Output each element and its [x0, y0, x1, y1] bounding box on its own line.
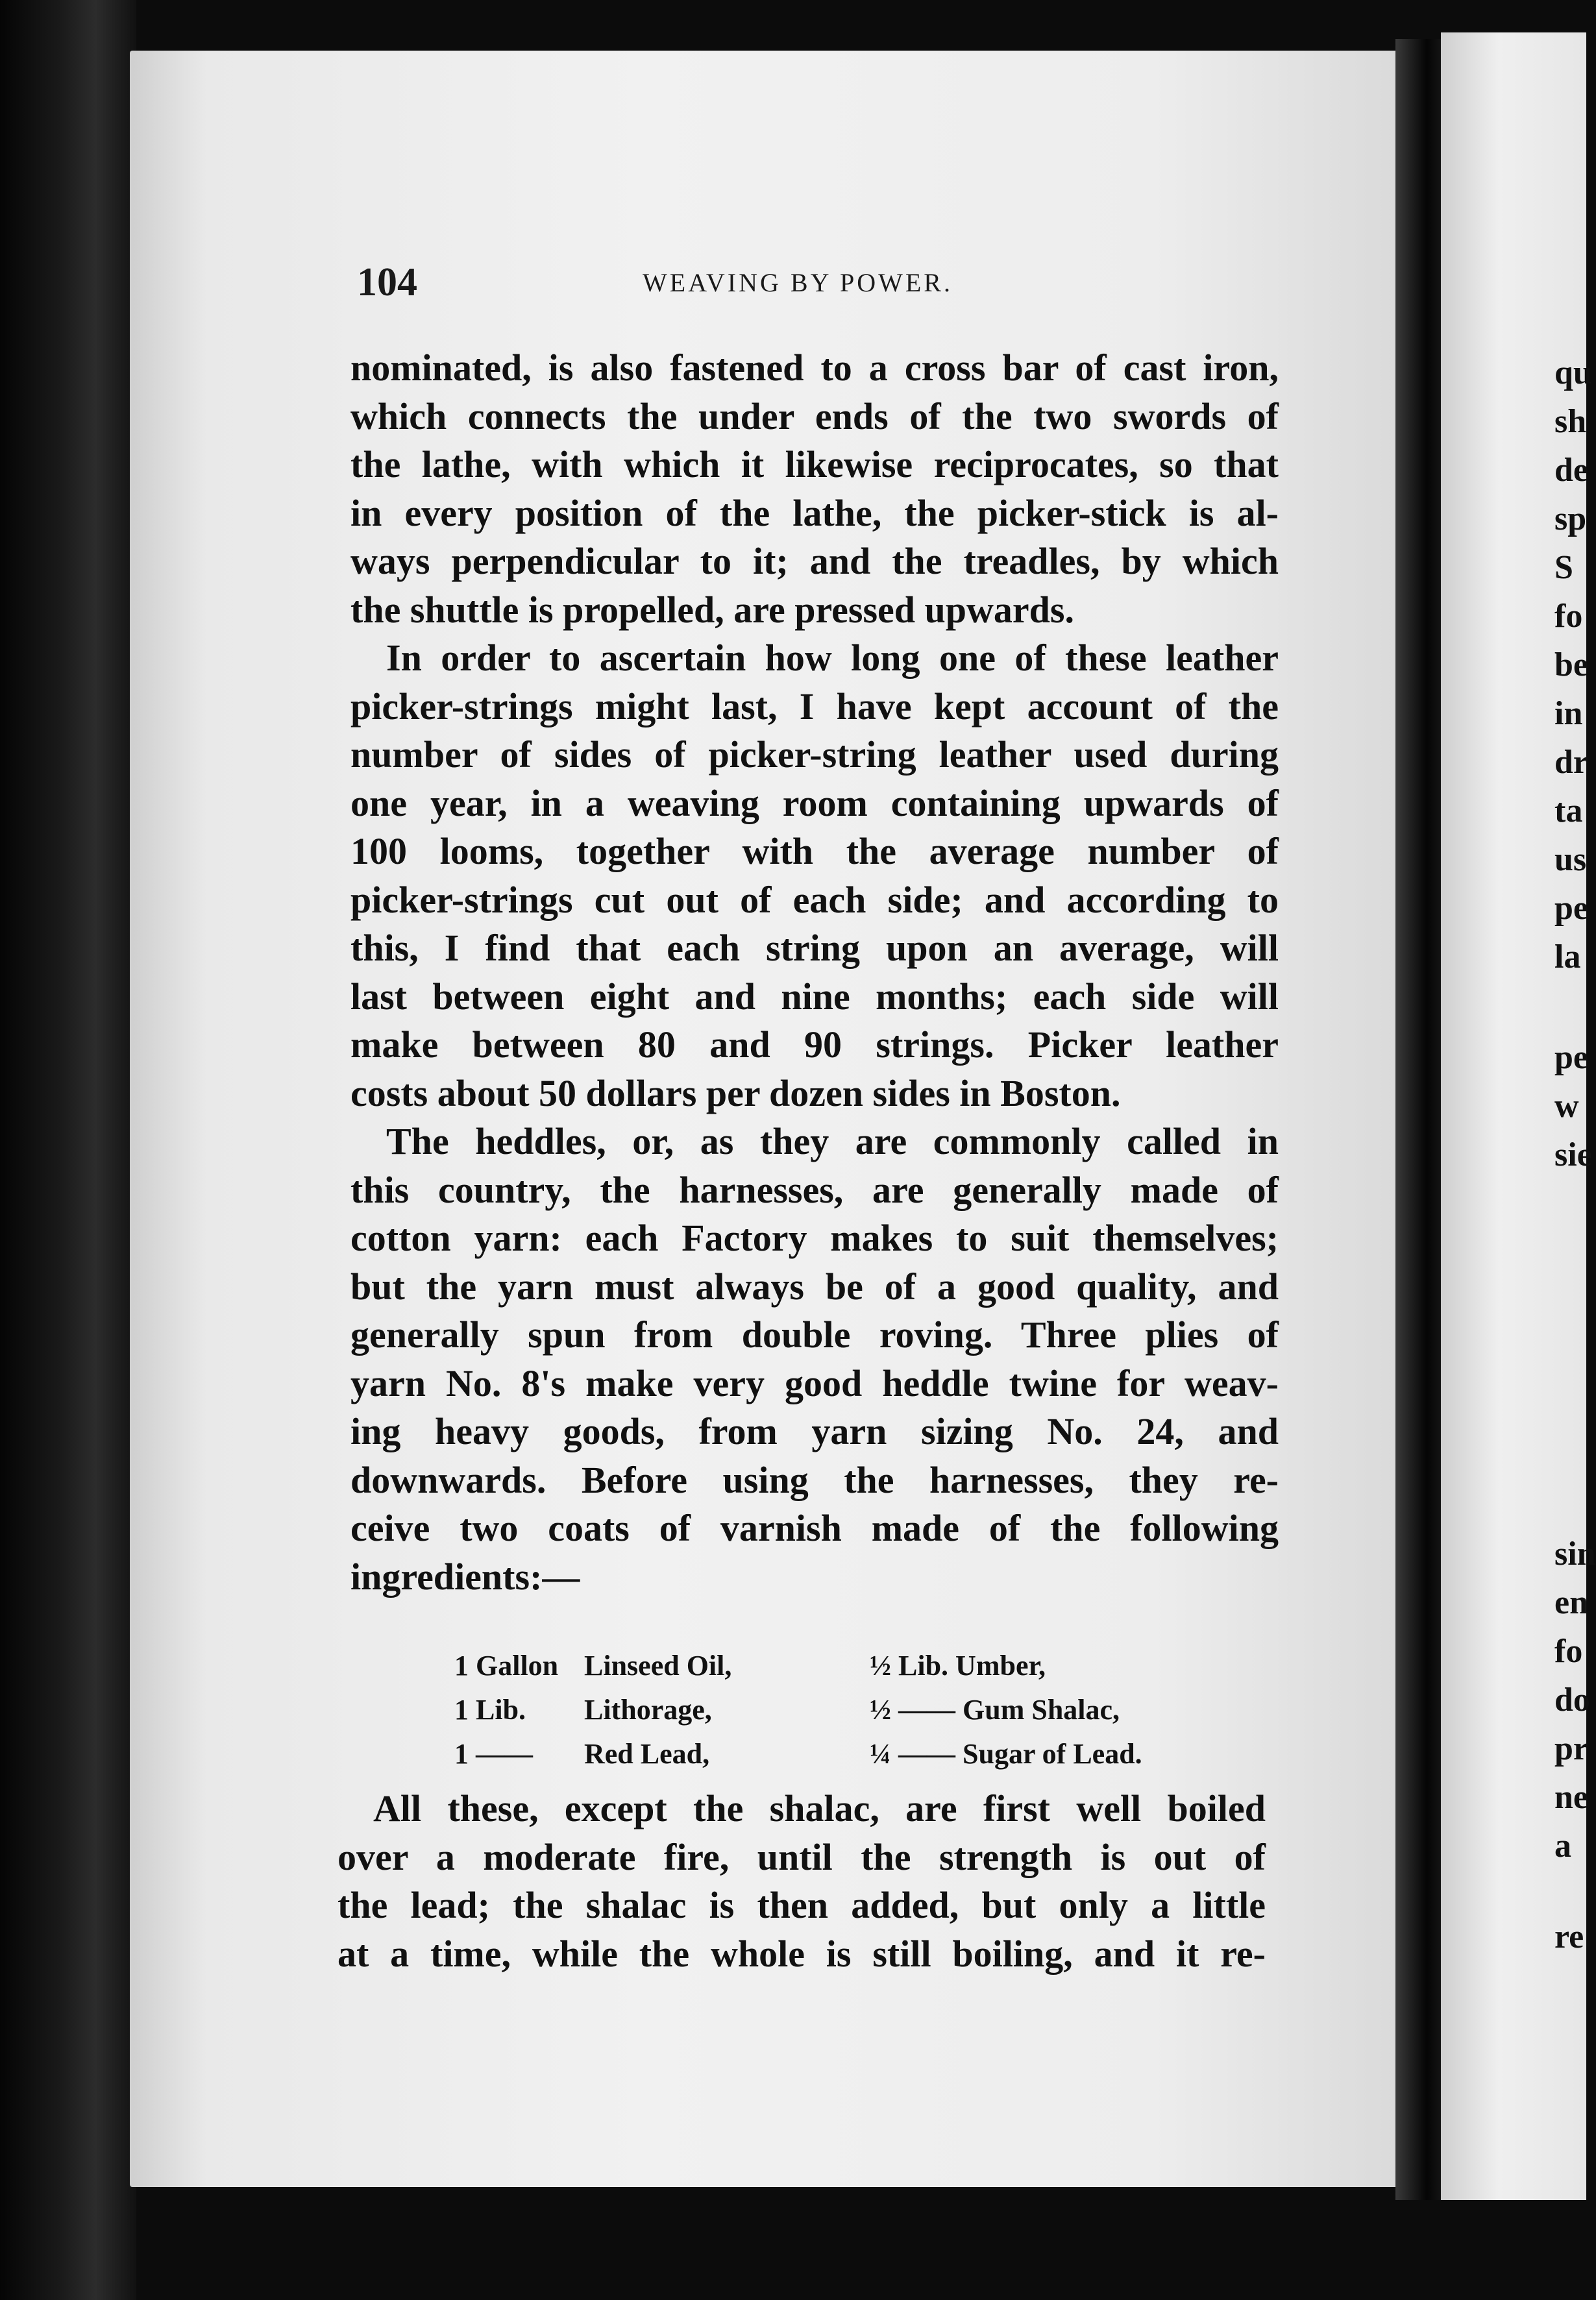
facing-fragment: w	[1554, 1088, 1579, 1125]
running-title: WEAVING BY POWER.	[643, 268, 953, 297]
text-line: make between 80 and 90 strings. Picker leather	[350, 1023, 1279, 1066]
facing-fragment: qu	[1554, 354, 1592, 391]
text-line: last between eight and nine months; each side will	[350, 975, 1279, 1018]
text-line: downwards. Before using the harnesses, they re-	[350, 1458, 1279, 1501]
text-line: at a time, while the whole is still boiling, and it re-	[338, 1932, 1266, 1975]
text-line: ways perpendicular to it; and the treadles, by which	[350, 540, 1279, 582]
text-line: the lathe, with which it likewise reciprocates, so that	[350, 443, 1279, 485]
facing-fragment: dr	[1554, 744, 1588, 781]
facing-fragment: do	[1554, 1682, 1590, 1719]
text-line: picker-strings cut out of each side; and according to	[350, 878, 1279, 921]
text-line: this country, the harnesses, are generally made of	[350, 1168, 1279, 1211]
body-text	[350, 344, 1279, 1601]
text-line: which connects the under ends of the two swords of	[350, 395, 1279, 437]
running-head	[357, 260, 1285, 305]
recipe-quantity: 1 ——	[454, 1737, 533, 1770]
text-line: ingredients:—	[350, 1555, 580, 1598]
book-spine	[0, 0, 136, 2300]
facing-fragment: sie	[1554, 1136, 1592, 1173]
recipe-row	[454, 1643, 1233, 1687]
text-line: 100 looms, together with the average number of	[350, 830, 1279, 872]
recipe-quantity: 1 Lib.	[454, 1693, 526, 1726]
text-line: ing heavy goods, from yarn sizing No. 24, and	[350, 1410, 1279, 1452]
text-line: In order to ascertain how long one of these leather	[386, 637, 1279, 679]
facing-fragment: en	[1554, 1584, 1588, 1621]
facing-fragment: sin	[1554, 1535, 1596, 1572]
recipe-ingredient-2: ½ Lib. Umber,	[870, 1649, 1046, 1682]
facing-fragment: fo	[1554, 598, 1583, 635]
facing-fragment: a	[1554, 1828, 1571, 1865]
text-line: one year, in a weaving room containing upwards of	[350, 781, 1279, 824]
body-text-continued	[338, 1785, 1266, 1978]
recipe-ingredient: Linseed Oil,	[584, 1649, 732, 1682]
facing-fragment: ne	[1554, 1779, 1588, 1816]
recipe-row	[454, 1731, 1233, 1776]
text-line: the shuttle is propelled, are pressed upwards.	[350, 588, 1074, 631]
facing-fragment: fo	[1554, 1633, 1583, 1670]
facing-fragment: pe	[1554, 890, 1588, 927]
text-line: nominated, is also fastened to a cross bar of cast iron,	[350, 347, 1279, 389]
text-line: generally spun from double roving. Three plies of	[350, 1314, 1279, 1356]
text-line: the lead; the shalac is then added, but only a little	[338, 1884, 1266, 1926]
recipe-row	[454, 1687, 1233, 1731]
text-line: picker-strings might last, I have kept account of the	[350, 685, 1279, 728]
facing-fragment: S	[1554, 549, 1573, 586]
book-gutter	[1395, 39, 1447, 2200]
varnish-recipe	[454, 1643, 1233, 1776]
text-line: but the yarn must always be of a good quality, and	[350, 1265, 1279, 1308]
text-line: The heddles, or, as they are commonly called in	[386, 1120, 1279, 1162]
facing-fragment: ta	[1554, 792, 1583, 829]
facing-fragment: sp	[1554, 500, 1587, 537]
text-line: in every position of the lathe, the picker-stick is al-	[350, 491, 1279, 534]
text-line: this, I find that each string upon an average, will	[350, 927, 1279, 969]
text-line: yarn No. 8's make very good heddle twine for weav-	[350, 1362, 1279, 1404]
facing-fragment: sh	[1554, 403, 1587, 440]
text-line: number of sides of picker-string leather used during	[350, 733, 1279, 776]
recipe-ingredient-2: ¼ —— Sugar of Lead.	[870, 1737, 1142, 1770]
text-line: All these, except the shalac, are first well boiled	[373, 1787, 1266, 1829]
facing-fragment: in	[1554, 695, 1583, 732]
text-line: over a moderate fire, until the strength is out of	[338, 1835, 1266, 1878]
facing-fragment: pr	[1554, 1730, 1588, 1767]
recipe-ingredient: Lithorage,	[584, 1693, 712, 1726]
facing-fragment: us	[1554, 841, 1587, 878]
facing-fragment: pe	[1554, 1039, 1588, 1076]
facing-fragment: be	[1554, 646, 1588, 683]
recipe-quantity: 1 Gallon	[454, 1649, 559, 1682]
text-line: ceive two coats of varnish made of the following	[350, 1507, 1279, 1549]
facing-fragment: de	[1554, 452, 1588, 489]
page-number: 104	[357, 260, 417, 304]
text-line: costs about 50 dollars per dozen sides in Boston.	[350, 1071, 1121, 1114]
facing-fragment: re	[1554, 1918, 1584, 1955]
facing-fragment: la	[1554, 938, 1581, 975]
recipe-ingredient-2: ½ —— Gum Shalac,	[870, 1693, 1120, 1726]
recipe-ingredient: Red Lead,	[584, 1737, 710, 1770]
text-line: cotton yarn: each Factory makes to suit themselves;	[350, 1217, 1279, 1259]
